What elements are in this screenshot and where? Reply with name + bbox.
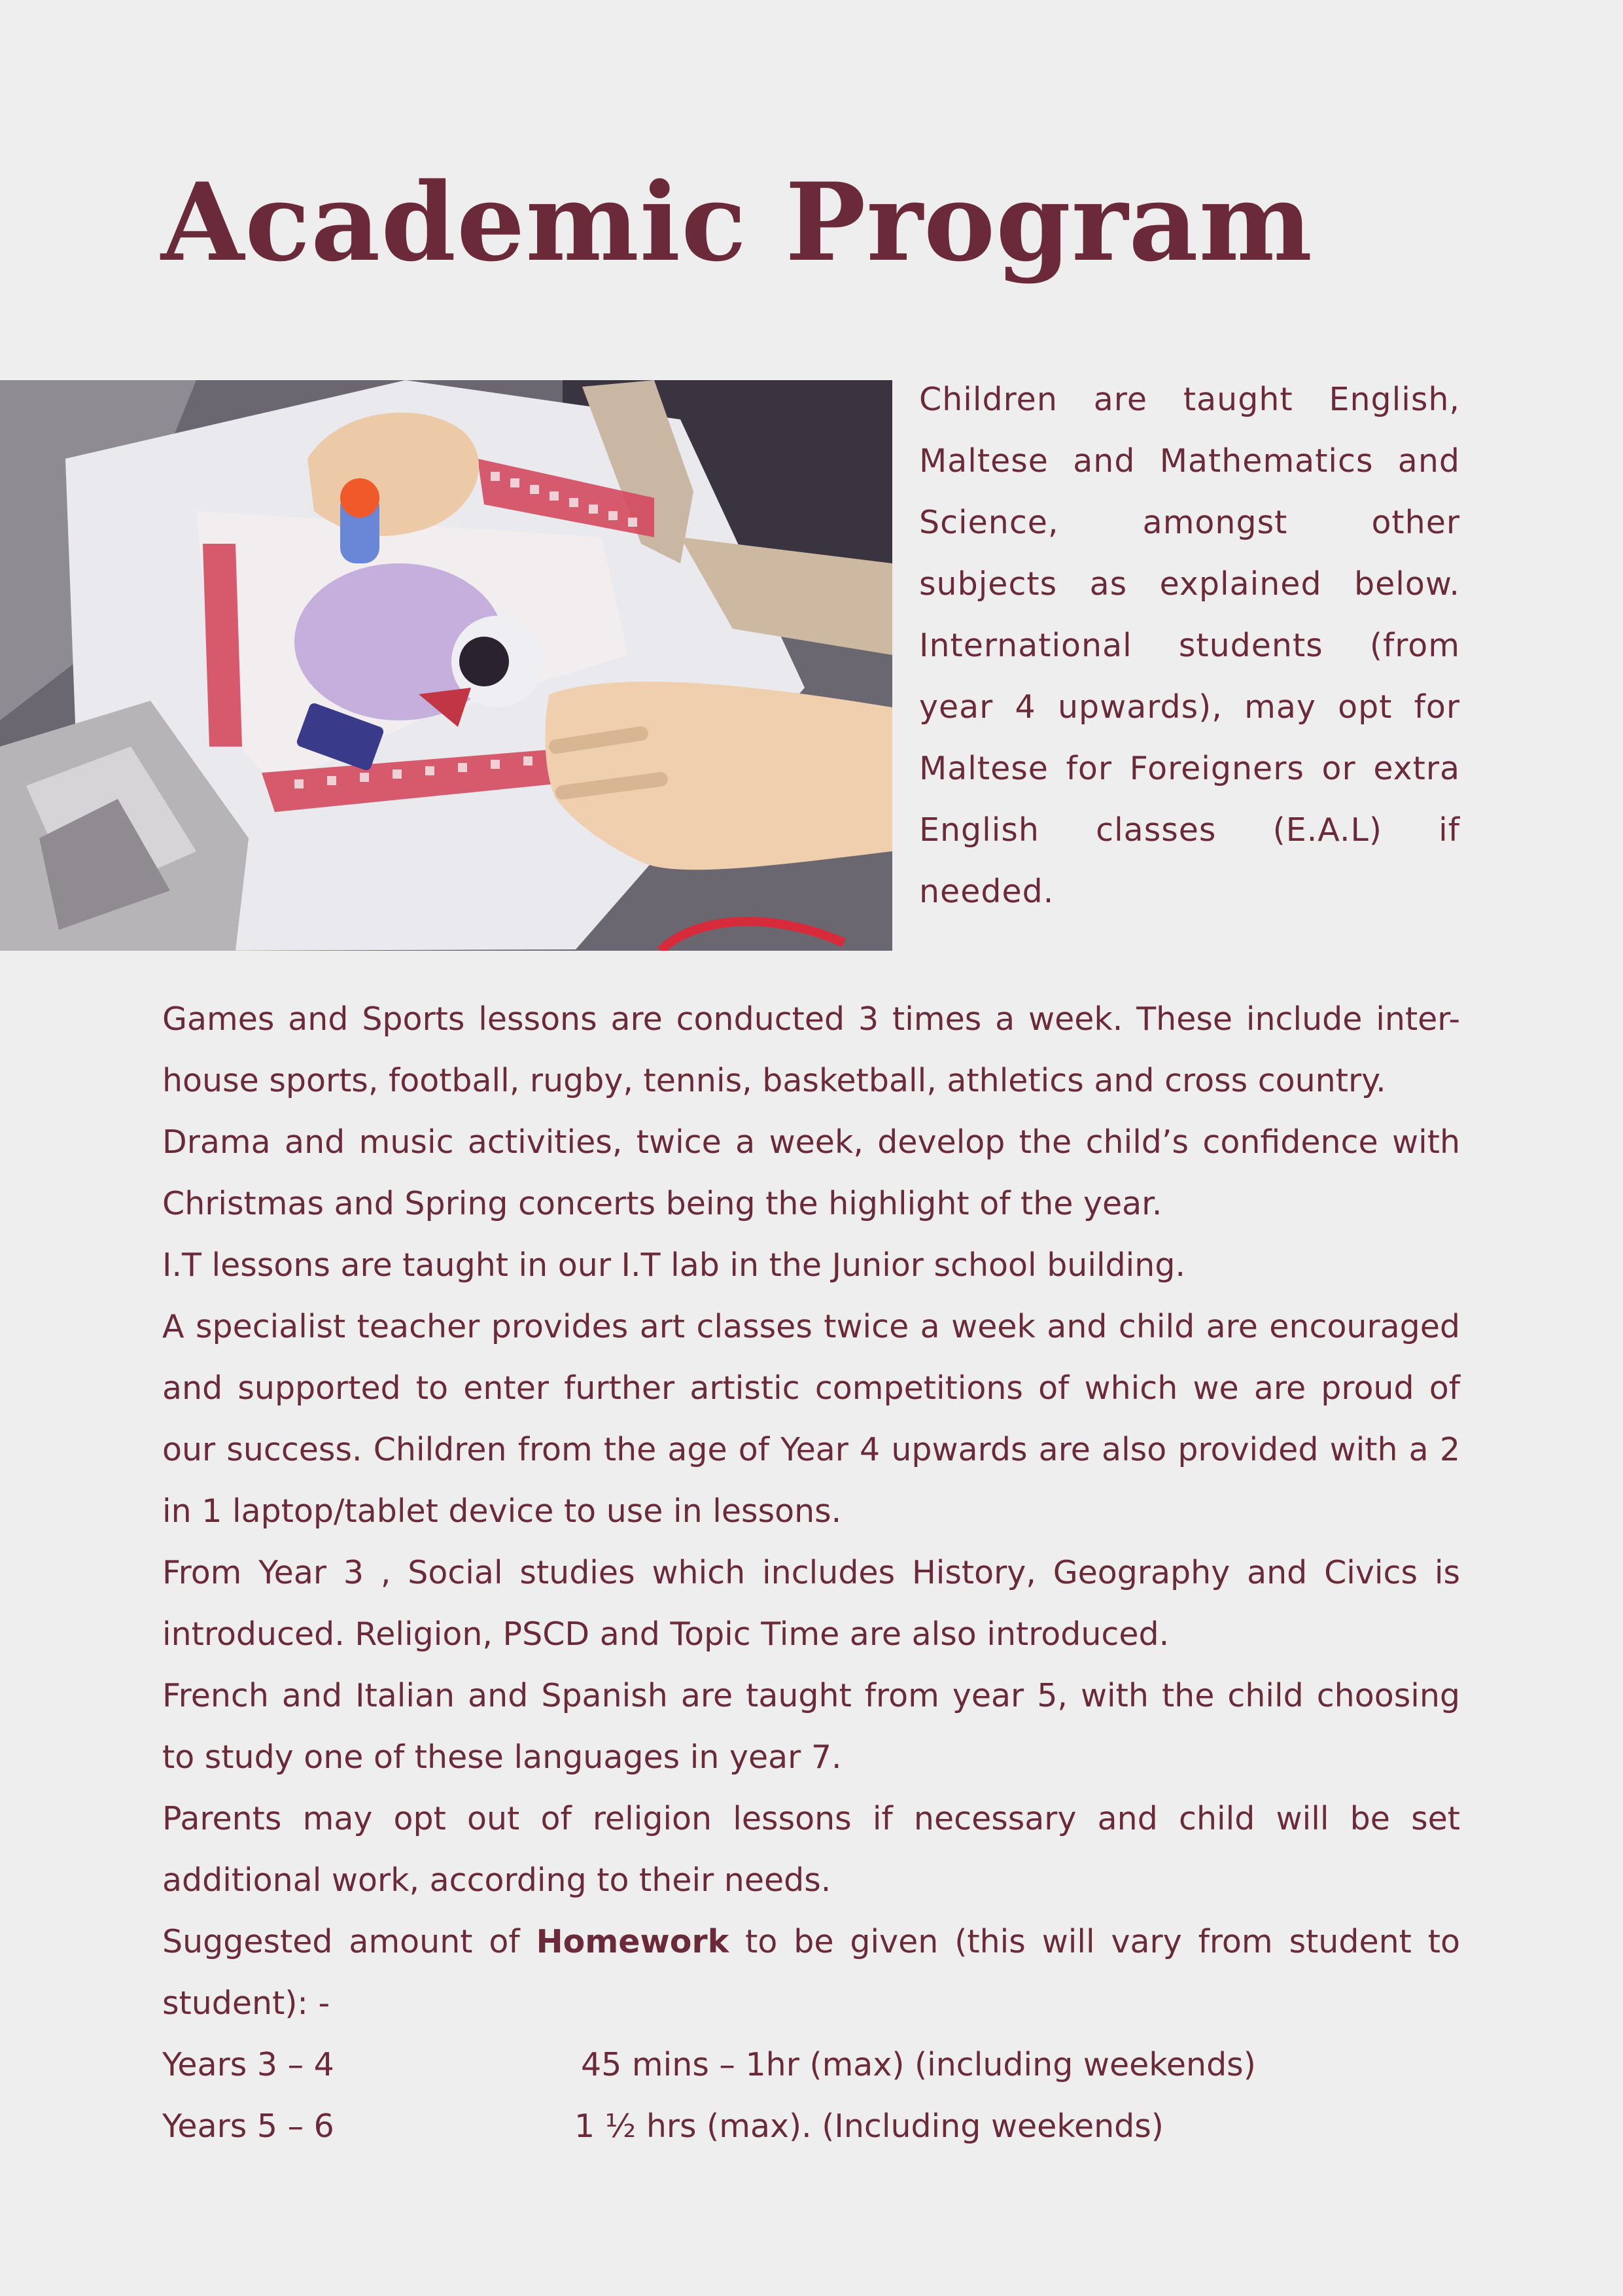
homework-intro [162,1911,1460,2034]
religion-paragraph: Parents may opt out of religion lessons if necessary and child will be set additional work, according to their needs. [162,1800,1460,1899]
languages-paragraph: French and Italian and Spanish are taught from year 5, with the child choosing to study one of these languages in year 7. [162,1677,1460,1776]
social-studies-paragraph: From Year 3 , Social studies which includes History, Geography and Civics is introduced. Religion, PSCD and Topic Time are also introduced. [162,1554,1460,1653]
homework-intro-before: Suggested amount of [162,1923,536,1960]
homework-amount: 1 ½ hrs (max). (Including weekends) [574,2108,1164,2145]
homework-years: Years 5 – 6 [162,2108,334,2145]
intro-paragraph: Children are taught English, Maltese and Mathematics and Science, amongst other subjects as explained below. International students (from year 4 upwards), may opt for Maltese for Foreigners or extra English classes (E.A.L) if needed. [919,381,1460,910]
homework-keyword: Homework [536,1923,729,1960]
page-title: Academic Program [161,159,1314,285]
drama-paragraph: Drama and music activities, twice a week, develop the child’s confidence with Christmas and Spring concerts being the highlight of the year. [162,1123,1460,1222]
homework-row [162,2034,1460,2096]
homework-amount: 45 mins – 1hr (max) (including weekends) [581,2046,1256,2083]
program-details [162,989,1460,2157]
craft-photo [0,380,892,951]
it-paragraph: I.T lessons are taught in our I.T lab in the Junior school building. [162,1246,1186,1284]
art-paragraph: A specialist teacher provides art classes twice a week and child are encouraged and supported to enter further artistic competitions of which we are proud of our success. Children from the age of Year 4 upwards are also provided with a 2 in 1 laptop/tablet device to use in lessons. [162,1308,1460,1530]
homework-intro-after: to be given (this will vary from student to student): - [162,1923,1460,2022]
sports-paragraph: Games and Sports lessons are conducted 3 times a week. These include inter-house sports, football, rugby, tennis, basketball, athletics and cross country. [162,1000,1460,1099]
homework-years: Years 3 – 4 [162,2046,334,2083]
homework-row [162,2096,1460,2157]
